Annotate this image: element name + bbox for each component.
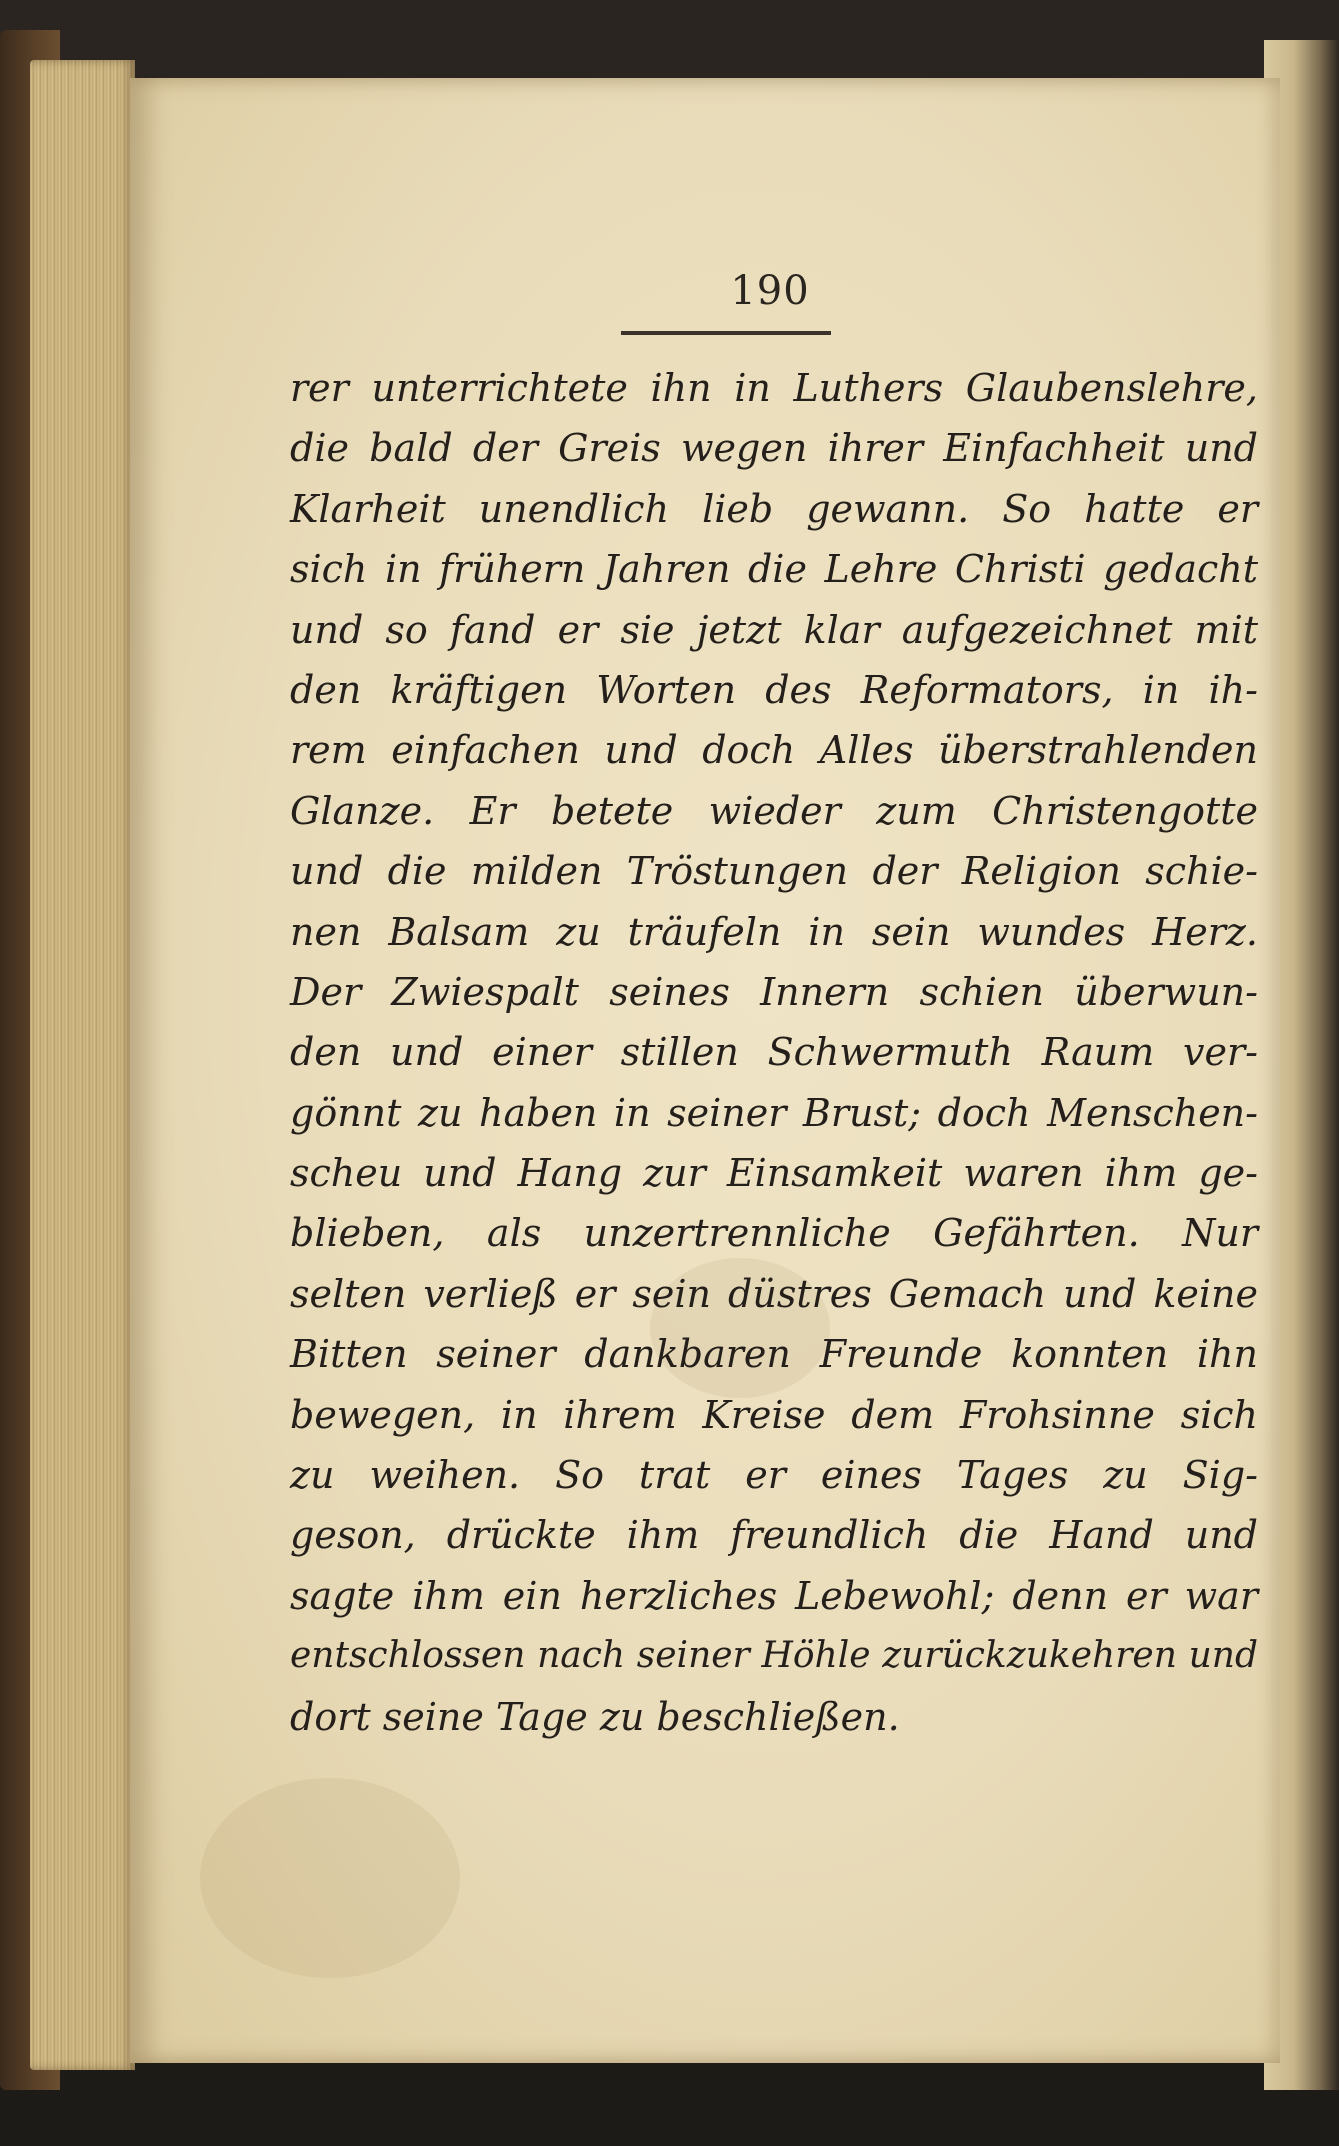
text-line: sagte ihm ein herzliches Lebewohl; denn er war [290, 1573, 1258, 1618]
text-line: rem einfachen und doch Alles überstrahlenden [290, 728, 1258, 773]
page-number-text: 190 [730, 268, 810, 314]
text-line: Der Zwiespalt seines Innern schien überwun- [290, 969, 1258, 1014]
text-line: den und einer stillen Schwermuth Raum ver- [290, 1030, 1258, 1075]
text-line: die bald der Greis wegen ihrer Einfachheit und [290, 426, 1258, 471]
paper-stain [200, 1778, 460, 1978]
text-line: entschlossen nach seiner Höhle zurückzukehren und [290, 1635, 1258, 1677]
text-line: blieben, als unzertrennliche Gefährten. Nur [290, 1211, 1258, 1256]
text-line: gönnt zu haben in seiner Brust; doch Menschen- [290, 1090, 1258, 1135]
text-line: zu weihen. So trat er eines Tages zu Sig- [290, 1453, 1258, 1498]
text-line: Klarheit unendlich lieb gewann. So hatte er [290, 486, 1258, 531]
text-line: den kräftigen Worten des Reformators, in ih- [290, 667, 1258, 712]
text-line: scheu und Hang zur Einsamkeit waren ihm ge- [290, 1151, 1258, 1196]
text-line: Bitten seiner dankbaren Freunde konnten ihn [290, 1332, 1258, 1377]
header-rule [621, 331, 831, 335]
text-line: selten verließ er sein düstres Gemach und keine [290, 1271, 1258, 1316]
text-line: Glanze. Er betete wieder zum Christengotte [290, 788, 1258, 833]
page-number [130, 268, 1280, 314]
text-line: nen Balsam zu träufeln in sein wundes Herz. [290, 909, 1258, 954]
text-line: sich in frühern Jahren die Lehre Christi gedacht [290, 547, 1258, 592]
text-line: geson, drückte ihm freundlich die Hand und [290, 1513, 1258, 1558]
text-line: bewegen, in ihrem Kreise dem Frohsinne sich [290, 1392, 1258, 1437]
text-line: und die milden Tröstungen der Religion schie- [290, 849, 1258, 894]
text-line: dort seine Tage zu beschließen. [290, 1694, 900, 1739]
page-edges [30, 60, 135, 2070]
text-line: und so fand er sie jetzt klar aufgezeichnet mit [290, 607, 1258, 652]
book-page [130, 78, 1280, 2063]
text-line: rer unterrichtete ihn in Luthers Glaubenslehre, [290, 366, 1258, 410]
body-text [290, 358, 1258, 1747]
